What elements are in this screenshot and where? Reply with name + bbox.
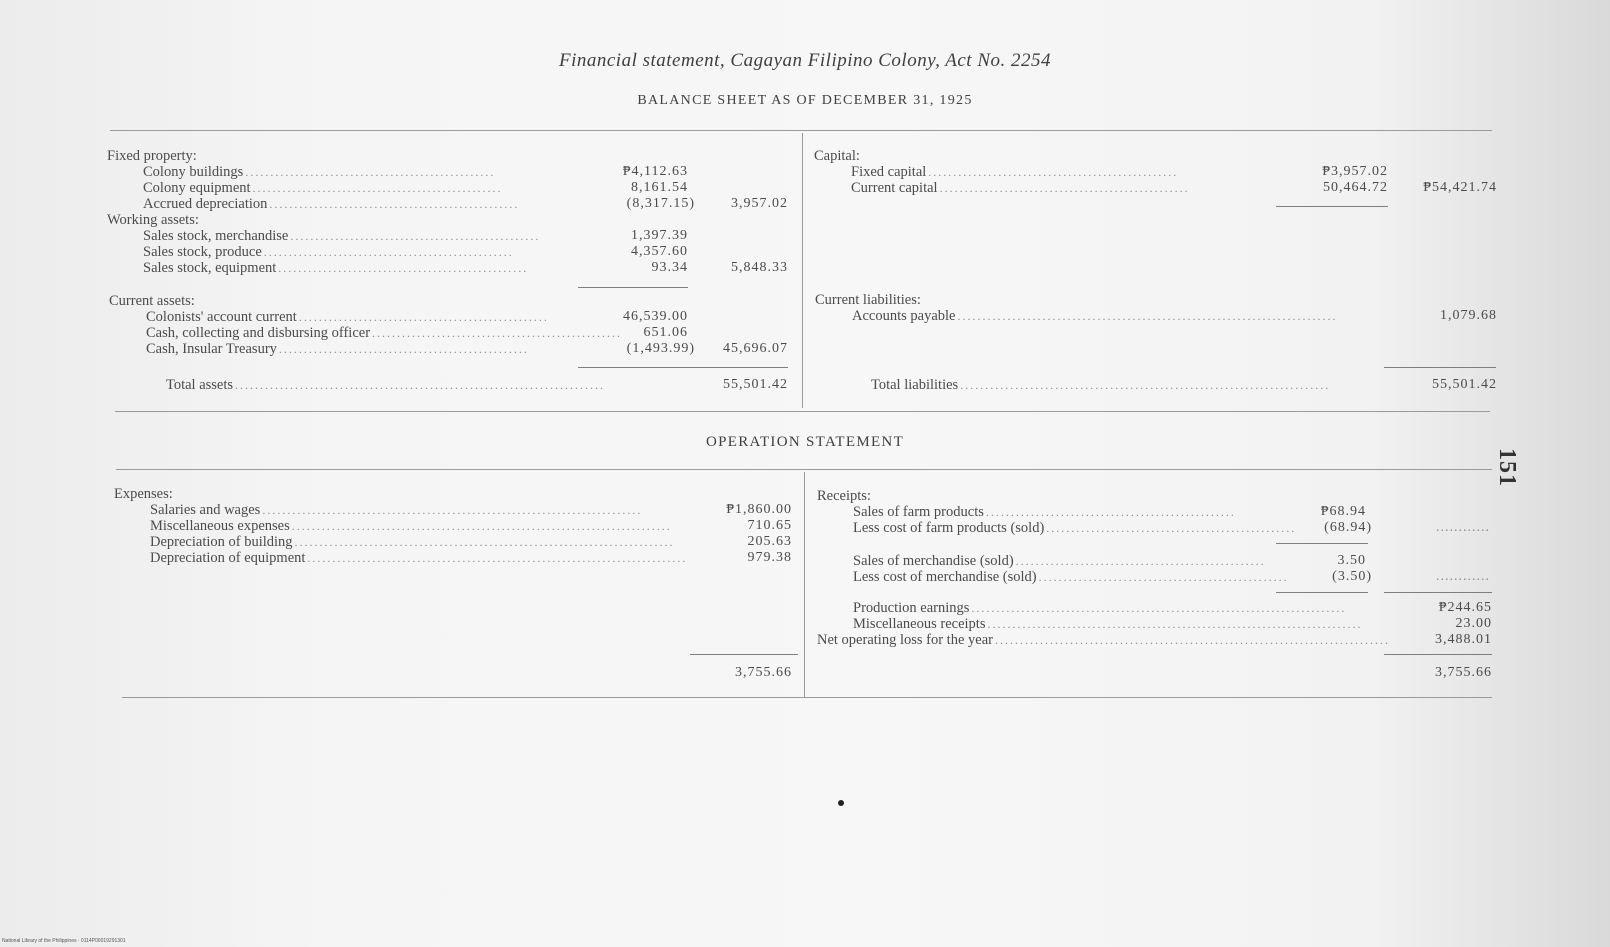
center-divider: [802, 133, 803, 408]
document-title: Financial statement, Cagayan Filipino Colony, Act No. 2254: [558, 50, 1051, 71]
asset-value: 46,539.00: [623, 309, 688, 324]
liability-subtotal: 1,079.68: [1440, 308, 1497, 323]
receipt-subtotal: 23.00: [1455, 616, 1492, 631]
ink-spot: [838, 800, 844, 806]
asset-row: Cash, collecting and disbursing officer ..................................................: [146, 325, 623, 341]
receipt-subtotal: ............: [1436, 569, 1490, 584]
asset-row: Cash, Insular Treasury ..................................................: [146, 341, 529, 357]
asset-subtotal: 5,848.33: [731, 260, 788, 275]
expense-row: Miscellaneous expenses ............................................................................: [150, 518, 672, 534]
liability-subtotal: ₱54,421.74: [1423, 180, 1497, 195]
top-rule: [110, 130, 1492, 131]
subtotal-rule: [1276, 592, 1368, 593]
asset-row: Colony equipment ..................................................: [143, 180, 503, 196]
receipt-value: ₱68.94: [1320, 504, 1366, 519]
page-number: 151: [1494, 448, 1520, 487]
asset-subtotal: 45,696.07: [723, 341, 788, 356]
asset-value: ₱4,112.63: [622, 164, 688, 179]
receipt-row: Production earnings ...........................................................................: [853, 600, 1347, 616]
expense-row: Depreciation of equipment ............................................................................: [150, 550, 688, 566]
receipt-row: Less cost of merchandise (sold) ..................................................: [853, 569, 1289, 585]
receipt-value: (3.50): [1332, 569, 1372, 584]
asset-value: 651.06: [643, 325, 688, 340]
footer-credit: National Library of the Philippines · 0114P00019291301: [2, 938, 126, 944]
asset-row: Sales stock, equipment ..................................................: [143, 260, 529, 276]
liability-value: ₱3,957.02: [1322, 164, 1388, 179]
receipts-total: 3,755.66: [1435, 665, 1492, 680]
expense-value: 205.63: [747, 534, 792, 549]
current-assets-heading: Current assets:: [109, 293, 195, 309]
fixed-property-heading: Fixed property:: [107, 148, 197, 164]
total-rule: [578, 367, 788, 368]
asset-value: 8,161.54: [631, 180, 688, 195]
subtotal-rule: [1384, 592, 1492, 593]
liability-row: Accounts payable ............................................................................: [852, 308, 1338, 324]
total-assets-row: Total assets ..........................................................................: [166, 377, 606, 393]
balance-bottom-rule: [115, 411, 1490, 412]
expense-row: Salaries and wages ............................................................................: [150, 502, 643, 518]
receipts-heading: Receipts:: [817, 488, 871, 504]
total-liabilities-row: Total liabilities ..........................................................................: [871, 377, 1331, 393]
asset-row: Colonists' account current ..................................................: [146, 309, 549, 325]
receipt-row: Sales of farm products ..................................................: [853, 504, 1236, 520]
operation-statement-title: OPERATION STATEMENT: [705, 434, 905, 450]
liability-value: 50,464.72: [1323, 180, 1388, 195]
receipt-row: Net operating loss for the year ...............................................................................: [817, 632, 1390, 648]
working-assets-heading: Working assets:: [107, 212, 199, 228]
asset-value: 1,397.39: [631, 228, 688, 243]
total-assets-value: 55,501.42: [723, 377, 788, 392]
asset-value: (1,493.99): [626, 341, 695, 356]
current-liabilities-heading: Current liabilities:: [815, 292, 921, 308]
liability-row: Current capital ..................................................: [851, 180, 1190, 196]
balance-sheet-title: BALANCE SHEET AS OF DECEMBER 31, 1925: [637, 93, 973, 108]
receipt-row: Sales of merchandise (sold) ..................................................: [853, 553, 1266, 569]
receipt-value: (68.94): [1324, 520, 1372, 535]
expense-value: 979.38: [747, 550, 792, 565]
expense-row: Depreciation of building ............................................................................: [150, 534, 675, 550]
subtotal-rule: [578, 287, 688, 288]
receipt-subtotal: ............: [1436, 520, 1490, 535]
asset-row: Sales stock, produce ..................................................: [143, 244, 514, 260]
receipts-total-rule: [1384, 654, 1492, 655]
receipt-subtotal: ₱244.65: [1438, 600, 1492, 615]
operation-divider: [804, 472, 805, 697]
asset-subtotal: 3,957.02: [731, 196, 788, 211]
expenses-total-rule: [690, 654, 798, 655]
asset-row: Accrued depreciation ..................................................: [143, 196, 520, 212]
receipt-row: Less cost of farm products (sold) ..................................................: [853, 520, 1297, 536]
expenses-heading: Expenses:: [114, 486, 173, 502]
receipt-row: Miscellaneous receipts ...........................................................................: [853, 616, 1363, 632]
expense-value: ₱1,860.00: [726, 502, 792, 517]
expenses-total: 3,755.66: [735, 665, 792, 680]
asset-row: Sales stock, merchandise ..................................................: [143, 228, 541, 244]
asset-value: (8,317.15): [626, 196, 695, 211]
total-rule: [1384, 367, 1496, 368]
receipt-subtotal: 3,488.01: [1435, 632, 1492, 647]
operation-bottom-rule: [122, 697, 1492, 698]
subtotal-rule: [1276, 543, 1368, 544]
expense-value: 710.65: [747, 518, 792, 533]
total-liabilities-value: 55,501.42: [1432, 377, 1497, 392]
operation-top-rule: [116, 469, 1492, 470]
capital-heading: Capital:: [814, 148, 860, 164]
asset-row: Colony buildings ..................................................: [143, 164, 496, 180]
receipt-value: 3.50: [1337, 553, 1366, 568]
asset-value: 4,357.60: [631, 244, 688, 259]
asset-value: 93.34: [651, 260, 688, 275]
subtotal-rule: [1276, 206, 1388, 207]
liability-row: Fixed capital ..................................................: [851, 164, 1179, 180]
